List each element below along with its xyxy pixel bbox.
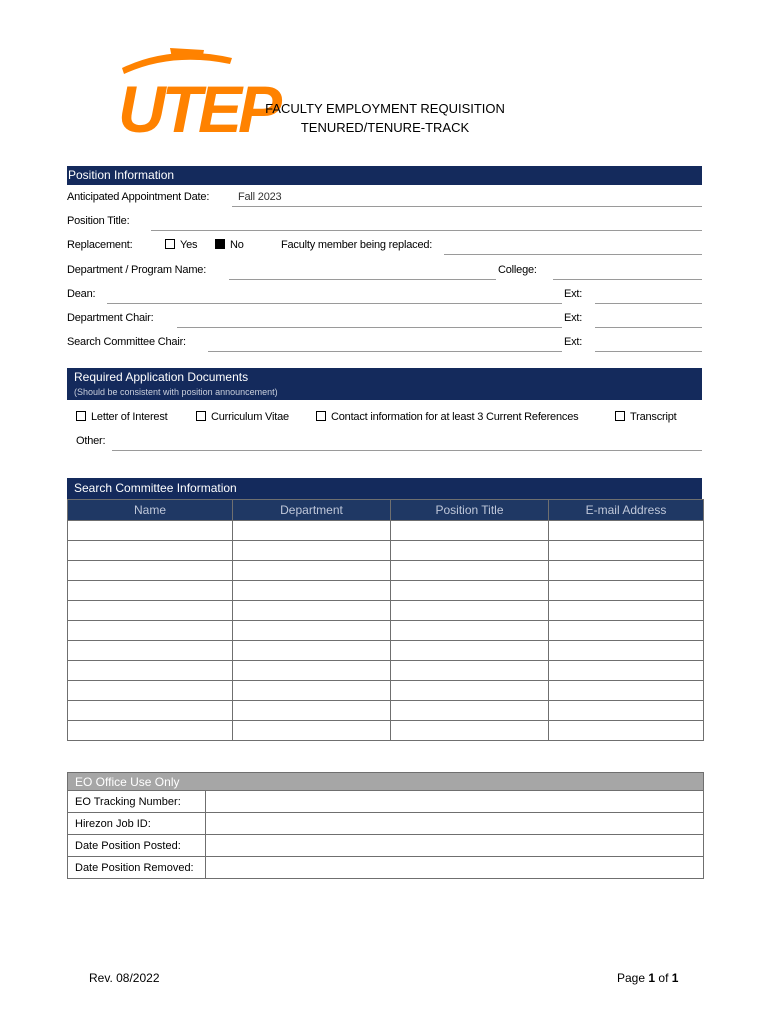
replaced-faculty-field[interactable] (444, 254, 702, 255)
position-title-cell[interactable] (391, 701, 549, 721)
name-cell[interactable] (68, 661, 233, 681)
committee-header-row (68, 500, 704, 521)
column-header-email: E-mail Address (549, 500, 704, 521)
email-cell[interactable] (549, 701, 704, 721)
appointment-date-field[interactable] (232, 206, 702, 207)
position-title-cell[interactable] (391, 541, 549, 561)
hirezon-id-field[interactable] (206, 813, 704, 835)
appointment-date-value[interactable]: Fall 2023 (238, 191, 282, 203)
department-cell[interactable] (233, 561, 391, 581)
email-cell[interactable] (549, 601, 704, 621)
name-cell[interactable] (68, 641, 233, 661)
doc-option-transcript[interactable] (615, 411, 677, 423)
search-chair-label: Search Committee Chair: (67, 336, 186, 348)
position-title-cell[interactable] (391, 681, 549, 701)
department-cell[interactable] (233, 701, 391, 721)
title-line-1: FACULTY EMPLOYMENT REQUISITION (265, 101, 505, 116)
email-cell[interactable] (549, 621, 704, 641)
table-row (68, 521, 704, 541)
doc-option-references[interactable] (316, 411, 578, 423)
column-header-name: Name (68, 500, 233, 521)
table-row (68, 541, 704, 561)
email-cell[interactable] (549, 521, 704, 541)
date-posted-label: Date Position Posted: (68, 835, 206, 857)
position-title-cell[interactable] (391, 661, 549, 681)
email-cell[interactable] (549, 541, 704, 561)
department-cell[interactable] (233, 521, 391, 541)
date-posted-field[interactable] (206, 835, 704, 857)
table-row (68, 561, 704, 581)
position-title-cell[interactable] (391, 521, 549, 541)
dean-ext-label: Ext: (564, 288, 583, 300)
email-cell[interactable] (549, 581, 704, 601)
position-title-field[interactable] (151, 230, 702, 231)
search-chair-ext-label: Ext: (564, 336, 583, 348)
table-row (68, 621, 704, 641)
doc-option-cv[interactable] (196, 411, 289, 423)
chair-label: Department Chair: (67, 312, 154, 324)
transcript-checkbox[interactable] (615, 411, 625, 421)
replacement-yes-option[interactable] (165, 239, 197, 251)
name-cell[interactable] (68, 541, 233, 561)
other-field[interactable] (112, 450, 702, 451)
table-row (68, 661, 704, 681)
position-title-cell[interactable] (391, 581, 549, 601)
table-row (68, 701, 704, 721)
name-cell[interactable] (68, 581, 233, 601)
column-header-position-title: Position Title (391, 500, 549, 521)
letter-checkbox[interactable] (76, 411, 86, 421)
page-number (617, 971, 678, 985)
doc-option-letter[interactable] (76, 411, 168, 423)
chair-field[interactable] (177, 327, 562, 328)
documents-section-header (67, 368, 702, 400)
search-chair-field[interactable] (208, 351, 562, 352)
name-cell[interactable] (68, 701, 233, 721)
svg-text:UTEP: UTEP (118, 72, 279, 146)
eo-section-title: EO Office Use Only (68, 773, 704, 791)
name-cell[interactable] (68, 521, 233, 541)
table-row (68, 681, 704, 701)
position-title-cell[interactable] (391, 621, 549, 641)
department-cell[interactable] (233, 621, 391, 641)
title-line-2: TENURED/TENURE-TRACK (300, 120, 470, 135)
transcript-label: Transcript (630, 411, 677, 423)
chair-ext-label: Ext: (564, 312, 583, 324)
yes-label: Yes (180, 239, 198, 251)
college-label: College: (498, 264, 537, 276)
position-title-cell[interactable] (391, 601, 549, 621)
page-prefix: Page (617, 971, 646, 985)
date-removed-field[interactable] (206, 857, 704, 879)
references-checkbox[interactable] (316, 411, 326, 421)
letter-label: Letter of Interest (91, 411, 168, 423)
page-current: 1 (648, 971, 656, 985)
revision-label: Rev. 08/2022 (89, 971, 160, 985)
page-total: 1 (671, 971, 679, 985)
department-cell[interactable] (233, 641, 391, 661)
department-field[interactable] (229, 279, 496, 280)
email-cell[interactable] (549, 681, 704, 701)
hirezon-id-label: Hirezon Job ID: (68, 813, 206, 835)
department-cell[interactable] (233, 721, 391, 741)
table-row (68, 601, 704, 621)
name-cell[interactable] (68, 721, 233, 741)
column-header-department: Department (233, 500, 391, 521)
position-title-cell[interactable] (391, 561, 549, 581)
department-cell[interactable] (233, 661, 391, 681)
yes-checkbox[interactable] (165, 239, 175, 249)
dean-label: Dean: (67, 288, 96, 300)
position-section-title: Position Information (68, 168, 175, 182)
dean-ext-field[interactable] (595, 303, 702, 304)
department-cell[interactable] (233, 581, 391, 601)
page-of: of (658, 971, 669, 985)
dean-field[interactable] (107, 303, 562, 304)
college-field[interactable] (553, 279, 702, 280)
name-cell[interactable] (68, 601, 233, 621)
date-removed-label: Date Position Removed: (68, 857, 206, 879)
cv-checkbox[interactable] (196, 411, 206, 421)
name-cell[interactable] (68, 621, 233, 641)
email-cell[interactable] (549, 641, 704, 661)
no-label: No (230, 239, 244, 251)
name-cell[interactable] (68, 561, 233, 581)
cv-label: Curriculum Vitae (211, 411, 289, 423)
replaced-faculty-label: Faculty member being replaced: (281, 239, 433, 251)
other-label: Other: (76, 435, 106, 447)
department-cell[interactable] (233, 681, 391, 701)
utep-logo (112, 44, 279, 146)
position-title-cell[interactable] (391, 641, 549, 661)
replacement-label: Replacement: (67, 239, 133, 251)
eo-tracking-label: EO Tracking Number: (68, 791, 206, 813)
committee-table (67, 499, 704, 741)
replacement-no-option[interactable] (215, 239, 244, 251)
eo-tracking-field[interactable] (206, 791, 704, 813)
no-checkbox[interactable] (215, 239, 225, 249)
documents-section-note: (Should be consistent with position announcement) (74, 387, 278, 397)
committee-section-title: Search Committee Information (74, 481, 237, 495)
position-title-cell[interactable] (391, 721, 549, 741)
references-label: Contact information for at least 3 Current References (331, 411, 579, 423)
table-row (68, 581, 704, 601)
position-title-label: Position Title: (67, 215, 130, 227)
documents-section-title: Required Application Documents (74, 370, 249, 384)
search-chair-ext-field[interactable] (595, 351, 702, 352)
department-cell[interactable] (233, 601, 391, 621)
department-cell[interactable] (233, 541, 391, 561)
email-cell[interactable] (549, 721, 704, 741)
name-cell[interactable] (68, 681, 233, 701)
document-title (235, 99, 535, 137)
eo-table (67, 772, 704, 879)
department-label: Department / Program Name: (67, 264, 207, 276)
email-cell[interactable] (549, 561, 704, 581)
appointment-date-label: Anticipated Appointment Date: (67, 191, 210, 203)
table-row (68, 721, 704, 741)
chair-ext-field[interactable] (595, 327, 702, 328)
committee-section-header (67, 478, 702, 499)
email-cell[interactable] (549, 661, 704, 681)
position-section-header (67, 166, 702, 185)
table-row (68, 641, 704, 661)
